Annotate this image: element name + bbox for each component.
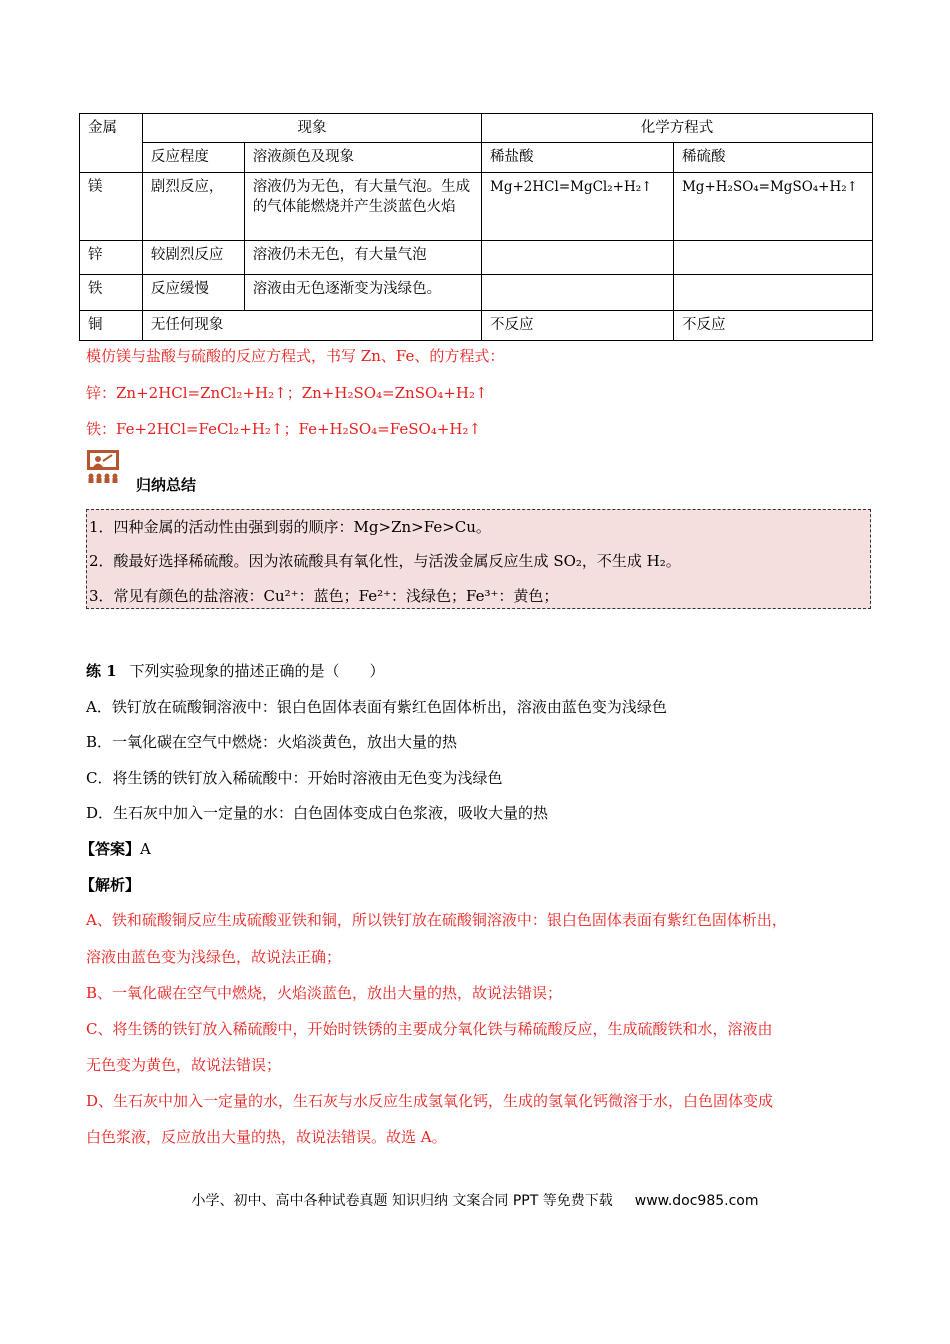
zn-equations: 锌：Zn+2HCl=ZnCl₂+H₂↑；Zn+H₂SO₄=ZnSO₄+H₂↑ — [86, 384, 488, 402]
cell-h2so4 — [673, 275, 872, 311]
cell-color: 溶液由无色逐渐变为浅绿色。 — [244, 275, 481, 311]
option-b: B．一氧化碳在空气中燃烧：火焰淡黄色，放出大量的热 — [86, 733, 458, 751]
cell-metal: 铁 — [80, 275, 143, 311]
option-c: C．将生锈的铁钉放入稀硫酸中：开始时溶液由无色变为浅绿色 — [86, 769, 503, 787]
exercise-label: 练 1 — [86, 662, 117, 680]
summary-box — [86, 509, 871, 609]
answer-label: 【答案】 — [80, 840, 141, 858]
summary-item: 1．四种金属的活动性由强到弱的顺序：Mg>Zn>Fe>Cu。 — [89, 518, 491, 536]
footer-text: 小学、初中、高中各种试卷真题 知识归纳 文案合同 PPT 等免费下载 — [191, 1193, 613, 1209]
cell-degree: 较剧烈反应 — [142, 241, 244, 275]
analysis-line: B、一氧化碳在空气中燃烧，火焰淡蓝色，放出大量的热，故说法错误； — [86, 984, 563, 1002]
option-d: D．生石灰中加入一定量的水：白色固体变成白色浆液，吸收大量的热 — [86, 804, 549, 822]
exercise-question: 下列实验现象的描述正确的是（ ） — [129, 662, 385, 680]
cell-hcl: 不反应 — [482, 311, 674, 341]
footer-url[interactable]: www.doc985.com — [634, 1193, 759, 1209]
header-phenomenon: 现象 — [142, 114, 481, 143]
cell-hcl: Mg+2HCl=MgCl₂+H₂↑ — [482, 173, 674, 241]
analysis-label — [80, 874, 140, 896]
cell-h2so4 — [673, 241, 872, 275]
answer-value: A — [140, 840, 151, 858]
cell-metal: 锌 — [80, 241, 143, 275]
table-row — [80, 275, 873, 311]
instruction-text: 模仿镁与盐酸与硫酸的反应方程式，书写 Zn、Fe、的方程式： — [86, 347, 505, 365]
analysis-line: C、将生锈的铁钉放入稀硫酸中，开始时铁锈的主要成分氧化铁与稀硫酸反应，生成硫酸铁和水，溶液由 — [86, 1020, 773, 1038]
analysis-label-text: 【解析】 — [80, 876, 141, 894]
table-row — [80, 311, 873, 341]
header-color: 溶液颜色及现象 — [244, 143, 481, 173]
header-h2so4: 稀硫酸 — [673, 143, 872, 173]
cell-degree: 无任何现象 — [142, 311, 481, 341]
analysis-line: 溶液由蓝色变为浅绿色，故说法正确； — [86, 948, 342, 966]
cell-color: 溶液仍为无色，有大量气泡。生成的气体能燃烧并产生淡蓝色火焰 — [244, 173, 481, 241]
option-a: A．铁钉放在硫酸铜溶液中：银白色固体表面有紫红色固体析出，溶液由蓝色变为浅绿色 — [86, 698, 667, 716]
analysis-line: A、铁和硫酸铜反应生成硫酸亚铁和铜，所以铁钉放在硫酸铜溶液中：银白色固体表面有紫红色固体析出， — [86, 911, 787, 929]
header-equation: 化学方程式 — [482, 114, 873, 143]
header-metal: 金属 — [80, 114, 143, 173]
cell-color: 溶液仍未无色，有大量气泡 — [244, 241, 481, 275]
exercise-question-line — [86, 660, 384, 682]
cell-hcl — [482, 241, 674, 275]
table-row — [80, 241, 873, 275]
reaction-table — [79, 113, 873, 341]
cell-hcl — [482, 275, 674, 311]
summary-item: 2．酸最好选择稀硫酸。因为浓硫酸具有氧化性，与活泼金属反应生成 SO₂，不生成 H₂。 — [89, 552, 681, 570]
analysis-line: 无色变为黄色，故说法错误； — [86, 1056, 282, 1074]
cell-degree: 剧烈反应， — [142, 173, 244, 241]
table-row — [80, 173, 873, 241]
cell-degree: 反应缓慢 — [142, 275, 244, 311]
cell-metal: 铜 — [80, 311, 143, 341]
fe-equations: 铁：Fe+2HCl=FeCl₂+H₂↑；Fe+H₂SO₄=FeSO₄+H₂↑ — [86, 420, 482, 438]
analysis-line: 白色浆液，反应放出大量的热，故说法错误。故选 A。 — [86, 1128, 447, 1146]
answer-line — [80, 838, 151, 860]
header-hcl: 稀盐酸 — [482, 143, 674, 173]
analysis-line: D、生石灰中加入一定量的水，生石灰与水反应生成氢氧化钙，生成的氢氧化钙微溶于水，白色固体变成 — [86, 1092, 774, 1110]
cell-metal: 镁 — [80, 173, 143, 241]
summary-item: 3．常见有颜色的盐溶液：Cu²⁺：蓝色；Fe²⁺：浅绿色；Fe³⁺：黄色； — [89, 587, 559, 605]
header-degree: 反应程度 — [142, 143, 244, 173]
summary-heading: 归纳总结 — [136, 476, 197, 494]
page-footer — [0, 1190, 950, 1210]
teacher-board-icon — [86, 449, 120, 483]
cell-h2so4: 不反应 — [673, 311, 872, 341]
cell-h2so4: Mg+H₂SO₄=MgSO₄+H₂↑ — [673, 173, 872, 241]
